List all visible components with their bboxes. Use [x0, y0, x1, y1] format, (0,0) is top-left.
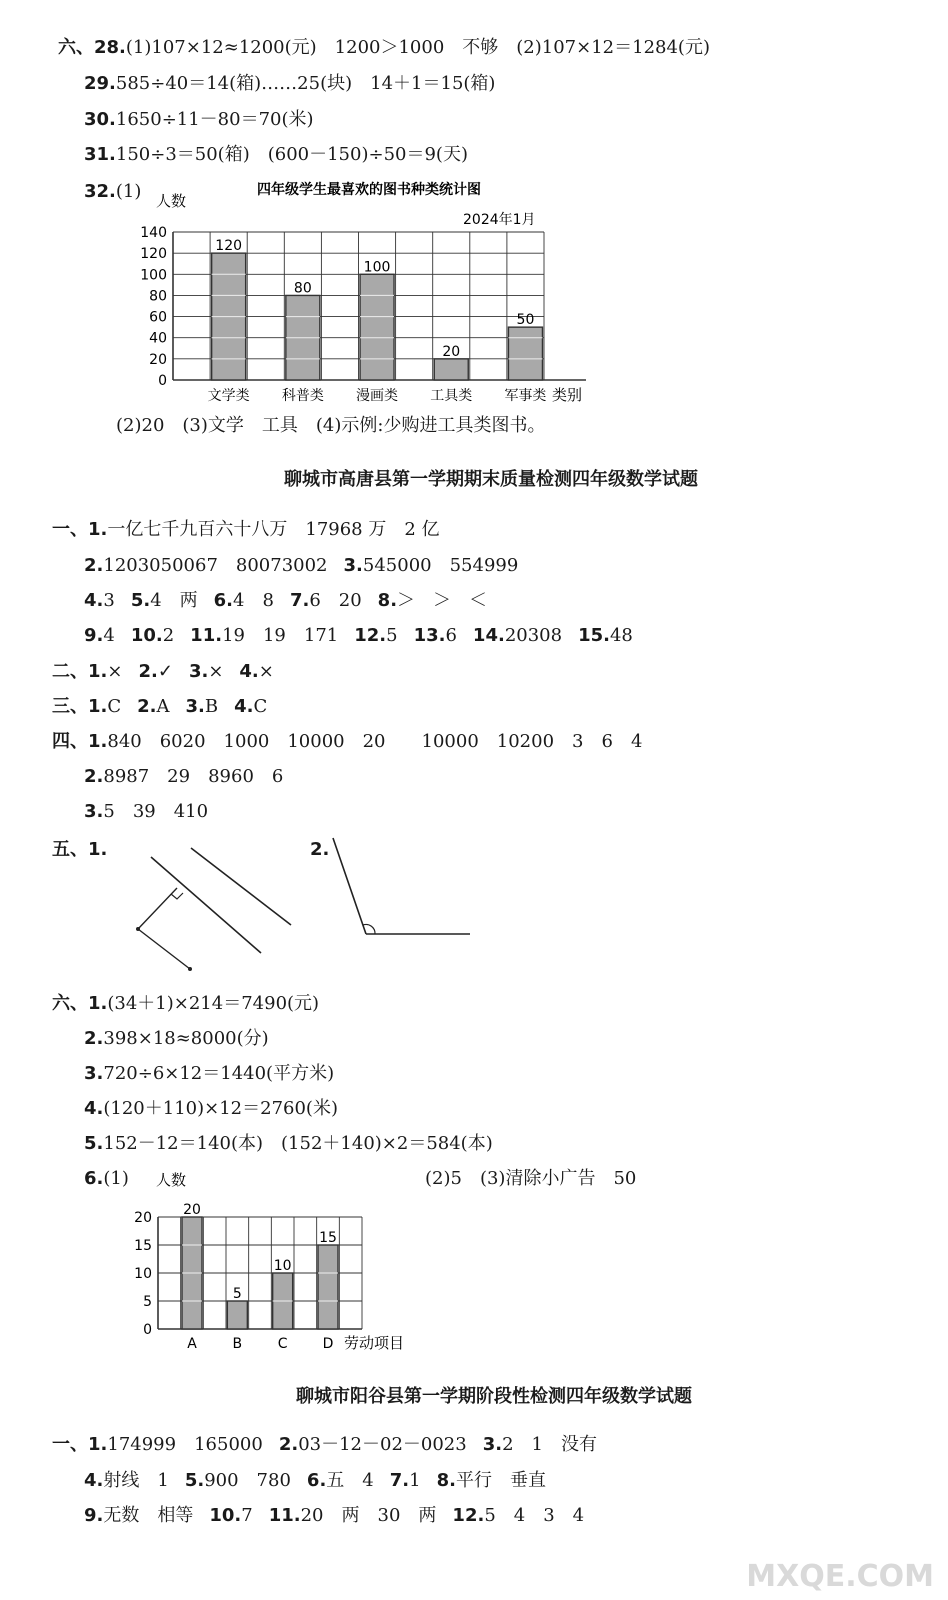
- y-tick-label: 20: [134, 1210, 152, 1226]
- question-number: 5.: [130, 590, 151, 611]
- chart-title: 四年级学生最喜欢的图书种类统计图: [257, 182, 481, 198]
- answer-text: B: [204, 696, 219, 717]
- answer-text: 五 4: [326, 1470, 374, 1491]
- x-category-label: 工具类: [430, 388, 473, 404]
- answer-text: (1): [103, 1168, 129, 1189]
- x-category-label: 科普类: [281, 388, 324, 404]
- answer-text: 20 两 30 两: [300, 1505, 437, 1526]
- question-number: 2.: [84, 1028, 104, 1049]
- bar: [318, 1245, 338, 1329]
- answer-line: [84, 765, 283, 789]
- question-number: 二、1.: [52, 661, 108, 682]
- y-tick-label: 80: [149, 288, 167, 305]
- question-number: 3.: [84, 801, 104, 822]
- question-number: 三、1.: [52, 696, 108, 717]
- answer-text: 174999 165000: [107, 1434, 263, 1455]
- x-category-label: 文学类: [207, 388, 250, 404]
- question-number: 3.: [343, 555, 363, 576]
- question-number: 9.: [84, 1505, 104, 1526]
- answer-text: 900 780: [204, 1470, 291, 1491]
- answer-text: 一亿七千九百六十八万 17968 万 2 亿: [107, 519, 440, 540]
- answer-text: (34＋1)×214＝7490(元): [107, 993, 320, 1014]
- answer-text: (2)20 (3)文学 工具 (4)示例:少购进工具类图书。: [116, 415, 546, 436]
- question-number: 8.: [436, 1470, 456, 1491]
- y-tick-label: 5: [143, 1294, 152, 1310]
- watermark: MXQE.COM: [746, 1559, 934, 1594]
- answer-text: 8987 29 8960 6: [103, 766, 284, 787]
- answer-line: [84, 1469, 546, 1493]
- question-number: 7.: [289, 590, 310, 611]
- bar-value-label: 20: [183, 1202, 201, 1218]
- question-number: 4.: [84, 590, 104, 611]
- y-tick-label: 10: [134, 1266, 152, 1282]
- x-category-label: C: [277, 1336, 288, 1352]
- question-number: 5.: [84, 1133, 104, 1154]
- answer-line: [52, 730, 642, 754]
- question-number: 15.: [578, 625, 610, 646]
- answer-text: 5: [386, 625, 398, 646]
- question-number: 9.: [84, 625, 104, 646]
- y-tick-label: 0: [143, 1322, 152, 1338]
- x-category-label: 军事类: [504, 388, 547, 404]
- question-number: 11.: [190, 625, 223, 646]
- question-number: 32.: [84, 181, 116, 202]
- y-tick-label: 100: [140, 267, 167, 284]
- x-axis-label: 劳动项目: [344, 1334, 405, 1352]
- angle-ray: [333, 838, 366, 934]
- bar: [508, 327, 542, 380]
- answer-line: [84, 800, 208, 824]
- answer-text: A: [156, 696, 170, 717]
- bar-value-label: 50: [516, 312, 535, 329]
- question-number: 一、1.: [52, 1434, 108, 1455]
- answer-text: 平行 垂直: [455, 1470, 546, 1491]
- y-tick-label: 15: [134, 1238, 152, 1254]
- question-number: 29.: [84, 73, 116, 94]
- answer-line: [310, 838, 329, 862]
- bar-value-label: 80: [293, 280, 312, 297]
- answer-text: 152－12＝140(本) (152＋140)×2＝584(本): [103, 1133, 493, 1154]
- question-number: 一、1.: [52, 519, 108, 540]
- answer-line: [52, 695, 267, 719]
- question-number: 12.: [452, 1505, 485, 1526]
- question-number: 14.: [472, 625, 505, 646]
- right-angle-mark: [171, 893, 183, 899]
- sidewalk-edge-line: [151, 857, 261, 953]
- y-tick-label: 120: [140, 246, 167, 263]
- answer-text: 1203050067 80073002: [103, 555, 328, 576]
- question-number: 6.: [306, 1470, 327, 1491]
- question-number: 5.: [184, 1470, 205, 1491]
- chart-subtitle: 2024年1月: [463, 212, 536, 228]
- answer-text: (1): [115, 181, 142, 202]
- question-number: 2.: [84, 766, 104, 787]
- answer-text: 720÷6×12＝1440(平方米): [103, 1063, 335, 1084]
- question-number: 6.: [84, 1168, 104, 1189]
- section-title-gaotang: 聊城市高唐县第一学期期末质量检测四年级数学试题: [284, 469, 698, 490]
- answer-line: [52, 1433, 597, 1457]
- question-number: 六、28.: [58, 37, 126, 58]
- question-number: 10.: [130, 625, 163, 646]
- answer-text: 545000 554999: [362, 555, 519, 576]
- question-number: 31.: [84, 144, 116, 165]
- bar-value-label: 5: [232, 1286, 242, 1302]
- question-number: 四、1.: [52, 731, 108, 752]
- y-tick-label: 40: [149, 330, 167, 347]
- question-number: 4.: [84, 1470, 104, 1491]
- section-title-yanggu: 聊城市阳谷县第一学期阶段性检测四年级数学试题: [296, 1386, 692, 1407]
- answer-line: [84, 624, 633, 648]
- answer-q32-rest: [116, 414, 545, 438]
- answer-text: ×: [208, 661, 224, 682]
- bar-value-label: 120: [215, 238, 243, 255]
- answer-text: 1: [409, 1470, 421, 1491]
- answer-text: 398×18≈8000(分): [103, 1028, 269, 1049]
- answer-q28: [58, 36, 710, 60]
- book-preference-bar-chart: [130, 178, 630, 408]
- answer-text: 射线 1: [103, 1470, 169, 1491]
- y-tick-label: 140: [140, 225, 167, 241]
- answer-q30: [84, 108, 314, 132]
- answer-text: C: [253, 696, 268, 717]
- question-number: 2.: [137, 696, 157, 717]
- labor-project-bar-chart: [120, 1166, 420, 1352]
- x-category-label: A: [187, 1336, 197, 1352]
- answer-text: 840 6020 1000 10000 20 10000 10200 3 6 4: [107, 731, 643, 752]
- x-category-label: 漫画类: [356, 388, 399, 404]
- question-number: 3.: [482, 1434, 503, 1455]
- question-number: 11.: [268, 1505, 301, 1526]
- bar-value-label: 100: [363, 259, 391, 276]
- answer-line: [84, 554, 518, 578]
- answer-text: 5 39 410: [103, 801, 209, 822]
- answer-line: [52, 518, 440, 542]
- answer-text: 4: [103, 625, 115, 646]
- answer-text: 150÷3＝50(箱) (600－150)÷50＝9(天): [115, 144, 468, 165]
- answer-text: 4 8: [233, 590, 274, 611]
- y-tick-label: 20: [149, 351, 167, 368]
- answer-text: 19 19 171: [222, 625, 339, 646]
- question-number: 2.: [310, 839, 330, 860]
- y-axis-label: 人数: [156, 192, 187, 210]
- answer-text: (120＋110)×12＝2760(米): [103, 1098, 338, 1119]
- answer-line: [84, 589, 487, 613]
- answer-text: 7: [241, 1505, 253, 1526]
- answer-text: ＞ ＞ ＜: [397, 590, 488, 611]
- answer-line: [84, 1097, 338, 1121]
- sidewalk-edge-line: [191, 848, 291, 925]
- answer-text: (2)5 (3)清除小广告 50: [425, 1168, 637, 1189]
- x-axis-label: 类别: [552, 386, 583, 404]
- y-tick-label: 0: [158, 373, 167, 389]
- answer-line: [84, 1062, 334, 1086]
- store-point: [136, 927, 140, 931]
- bar: [227, 1301, 247, 1329]
- answer-text: 48: [609, 625, 633, 646]
- answer-text: C: [107, 696, 122, 717]
- answer-text: ×: [107, 661, 123, 682]
- answer-text: 20308: [504, 625, 563, 646]
- answer-text: 6: [445, 625, 457, 646]
- question-number: 12.: [354, 625, 387, 646]
- answer-q29: [84, 72, 495, 96]
- answer-text: 03－12－02－0023: [298, 1434, 467, 1455]
- answer-text: 5 4 3 4: [484, 1505, 585, 1526]
- park-point: [188, 967, 192, 971]
- question-number: 4.: [234, 696, 254, 717]
- bar-value-label: 10: [273, 1258, 292, 1274]
- bar-value-label: 15: [319, 1230, 337, 1246]
- question-number: 13.: [413, 625, 446, 646]
- answer-text: 1650÷11－80＝70(米): [115, 109, 314, 130]
- answer-line: [52, 660, 274, 684]
- question-number: 7.: [389, 1470, 410, 1491]
- x-category-label: D: [322, 1336, 334, 1352]
- question-number: 8.: [377, 590, 398, 611]
- bar-value-label: 20: [442, 343, 461, 360]
- answer-line: [84, 1132, 493, 1156]
- question-number: 3.: [84, 1063, 104, 1084]
- question-number: 2.: [278, 1434, 299, 1455]
- answer-text: 6 20: [309, 590, 362, 611]
- answer-text: 无数 相等: [103, 1505, 194, 1526]
- bar: [360, 274, 394, 380]
- question-number: 3.: [188, 661, 209, 682]
- question-number: 3.: [185, 696, 205, 717]
- answer-line: [425, 1167, 636, 1191]
- y-tick-label: 60: [149, 309, 167, 326]
- answer-text: 2: [162, 625, 175, 646]
- answer-text: ✓: [157, 661, 173, 682]
- question-number: 6.: [213, 590, 234, 611]
- question-number: 30.: [84, 109, 116, 130]
- answer-text: 2 1 没有: [502, 1434, 597, 1455]
- x-category-label: B: [232, 1336, 243, 1352]
- question-number: 4.: [84, 1098, 104, 1119]
- answer-line: [52, 992, 319, 1016]
- perpendicular-path-figure: [96, 845, 306, 980]
- angle-figure: [330, 835, 480, 955]
- question-number: 10.: [209, 1505, 242, 1526]
- question-number: 五、1.: [52, 839, 108, 860]
- question-number: 2.: [138, 661, 158, 682]
- answer-q31: [84, 143, 468, 167]
- answer-text: 3: [103, 590, 115, 611]
- answer-text: 585÷40＝14(箱)……25(块) 14＋1＝15(箱): [115, 73, 496, 94]
- question-number: 2.: [84, 555, 104, 576]
- y-axis-label: 人数: [156, 1171, 187, 1189]
- question-number: 六、1.: [52, 993, 108, 1014]
- answer-text: (1)107×12≈1200(元) 1200＞1000 不够 (2)107×12＝1284(元): [125, 37, 710, 58]
- answer-text: ×: [258, 661, 274, 682]
- store-to-park-line: [138, 929, 190, 969]
- answer-text: 4 两: [150, 590, 198, 611]
- answer-line: [84, 1027, 269, 1051]
- question-number: 4.: [239, 661, 259, 682]
- answer-line: [84, 1504, 584, 1528]
- bar: [434, 359, 468, 380]
